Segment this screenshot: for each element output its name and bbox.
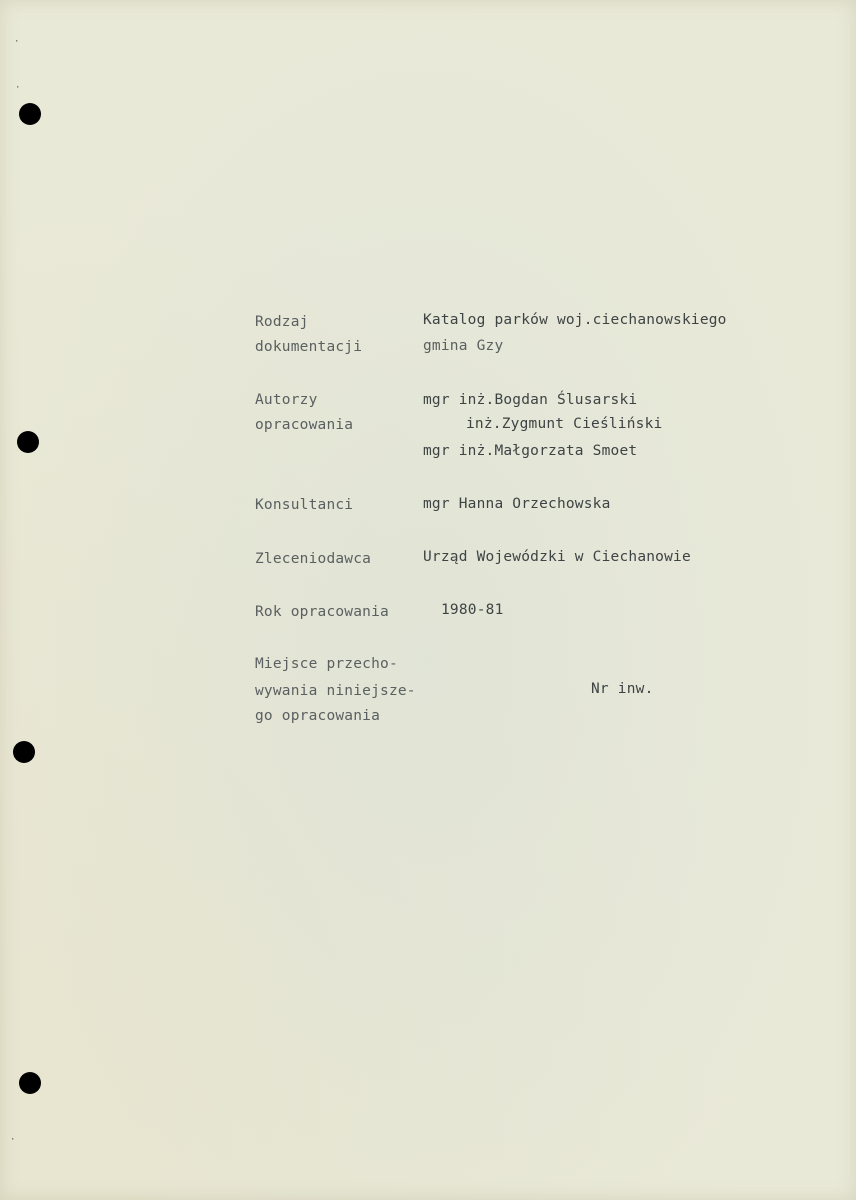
- author-3: mgr inż.Małgorzata Smoet: [423, 443, 638, 459]
- miejsce-label-line3: go opracowania: [255, 708, 381, 724]
- rodzaj-value-line1: Katalog parków woj.ciechanowskiego: [423, 312, 727, 328]
- konsultanci-value: mgr Hanna Orzechowska: [423, 496, 611, 512]
- punch-hole: [17, 431, 39, 453]
- punch-hole: [13, 741, 35, 763]
- konsultanci-label: Konsultanci: [255, 497, 354, 513]
- punch-hole: [19, 103, 41, 125]
- miejsce-label-line2: wywania niniejsze-: [255, 683, 416, 699]
- rodzaj-label-line1: Rodzaj: [255, 314, 309, 330]
- author-2: inż.Zygmunt Cieśliński: [466, 416, 663, 432]
- paper-speck: ·: [10, 1135, 16, 1145]
- punch-hole: [19, 1072, 41, 1094]
- author-1: mgr inż.Bogdan Ślusarski: [423, 392, 638, 408]
- miejsce-label-line1: Miejsce przecho-: [255, 656, 398, 672]
- autorzy-label-line1: Autorzy: [255, 392, 318, 408]
- rodzaj-value-line2: gmina Gzy: [423, 338, 504, 354]
- rok-label: Rok opracowania: [255, 604, 389, 620]
- autorzy-label-line2: opracowania: [255, 417, 354, 433]
- paper-speck: ·: [15, 83, 21, 93]
- paper-speck: ·: [14, 37, 20, 47]
- zleceniodawca-value: Urząd Wojewódzki w Ciechanowie: [423, 549, 691, 565]
- nr-inw: Nr inw.: [591, 681, 654, 697]
- rok-value: 1980-81: [441, 602, 504, 618]
- zleceniodawca-label: Zleceniodawca: [255, 551, 372, 567]
- rodzaj-label-line2: dokumentacji: [255, 339, 363, 355]
